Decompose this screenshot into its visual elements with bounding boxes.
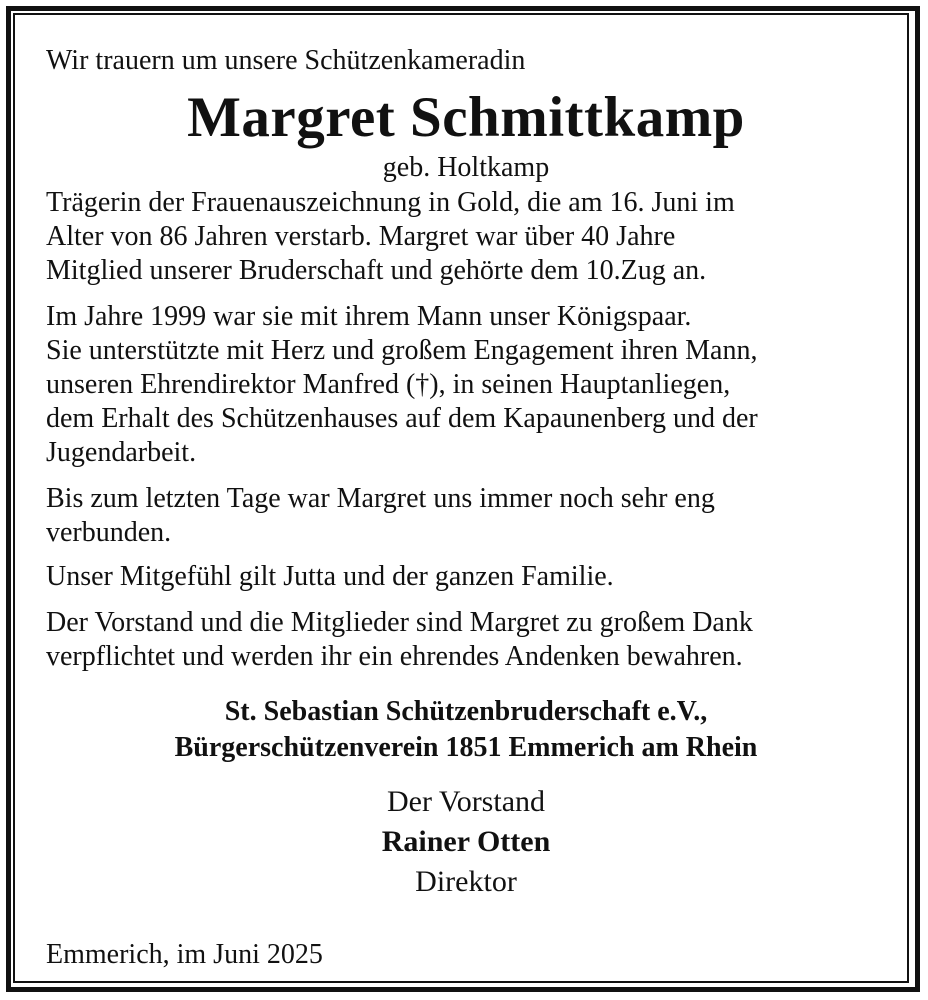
paragraph-condolence: Unser Mitgefühl gilt Jutta und der ganzen Familie. (46, 561, 614, 592)
signature-person: Rainer Otten (381, 825, 551, 858)
organization-name (46, 694, 886, 766)
paragraph-award: Trägerin der Frauenauszeichnung in Gold, die am 16. Juni im Alter von 86 Jahren verstarb. Margret war über 40 Jahre Mitglied unserer Bruderschaft und gehörte dem 10.Zug an. (46, 187, 735, 286)
place-date: Emmerich, im Juni 2025 (46, 939, 323, 970)
paragraph-connection: Bis zum letzten Tage war Margret uns immer noch sehr eng verbunden. (46, 483, 715, 548)
paragraph-royal-couple: Im Jahre 1999 war sie mit ihrem Mann unser Königspaar. Sie unterstützte mit Herz und großem Engagement ihren Mann, unseren Ehrendirektor Manfred (†), in seinen Hauptanliegen, dem Erhalt des Schützenhauses auf dem Kapaunenberg und der Jugendarbeit. (46, 301, 758, 468)
intro-line: Wir trauern um unsere Schützenkameradin (46, 45, 526, 76)
signature-role: Direktor (415, 865, 517, 898)
obituary-content (46, 44, 886, 902)
organization-line-1: St. Sebastian Schützenbruderschaft e.V., (224, 696, 708, 727)
signature-board: Der Vorstand (386, 785, 546, 818)
deceased-name: Margret Schmittkamp (187, 86, 745, 149)
organization-line-2: Bürgerschützenverein 1851 Emmerich am Rhein (174, 732, 758, 763)
maiden-name: geb. Holtkamp (382, 152, 550, 183)
paragraph-gratitude: Der Vorstand und die Mitglieder sind Margret zu großem Dank verpflichtet und werden ihr ein ehrendes Andenken bewahren. (46, 607, 753, 672)
